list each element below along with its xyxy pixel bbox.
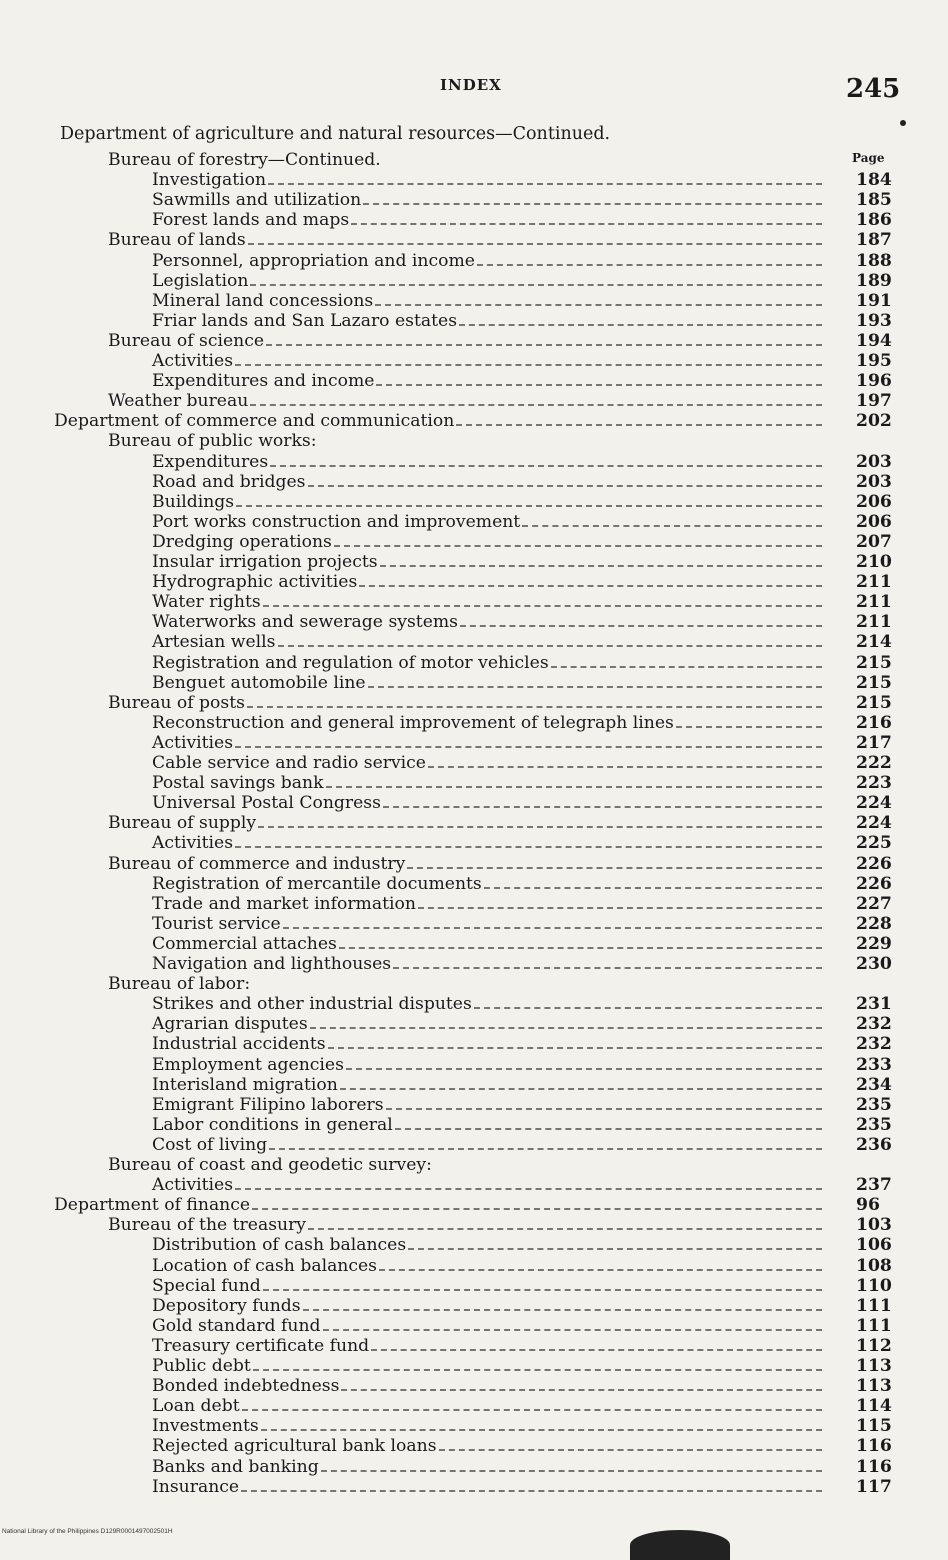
entry-label: Mineral land concessions [152,290,374,311]
dot-leader [407,867,822,869]
dot-leader [263,605,822,607]
dot-leader [278,645,822,647]
dot-leader [460,625,822,627]
entry-label: Bureau of commerce and industry [108,853,406,874]
index-entry [0,1235,948,1255]
index-entry [0,391,948,411]
entry-page-number: 96 [856,1195,880,1216]
entry-label: Strikes and other industrial disputes [152,994,472,1015]
entry-label: Navigation and lighthouses [152,954,392,974]
entry-label: Gold standard fund [152,1315,321,1336]
entry-page-number: 232 [856,1014,892,1035]
index-entry [0,713,948,733]
index-entry [0,813,948,833]
entry-label: Depository funds [152,1295,301,1316]
entry-label: Reconstruction and general improvement of telegraph lines [152,712,674,733]
entry-page-number: 223 [856,773,892,794]
entry-page-number: 230 [856,954,892,974]
entry-label: Expenditures [152,451,269,472]
dot-leader [310,1027,822,1029]
dot-leader [266,344,822,346]
entry-label: Weather bureau [108,391,249,412]
entry-page-number: 103 [856,1215,892,1236]
index-entry [0,472,948,492]
entry-label: Bureau of lands [108,230,246,251]
dot-leader [522,525,822,527]
entry-page-number: 187 [856,230,892,251]
entry-page-number: 185 [856,190,892,211]
dot-leader [283,927,822,929]
entry-label: Special fund [152,1275,261,1296]
running-head: INDEX [440,76,502,94]
entry-page-number: 191 [856,290,892,311]
dot-leader [380,565,822,567]
dot-leader [308,1228,822,1230]
index-entry [0,673,948,693]
ink-dot [900,120,906,126]
dot-leader [303,1309,822,1311]
entry-page-number: 210 [856,552,892,572]
entry-page-number: 196 [856,371,892,392]
entry-label: Registration and regulation of motor vehicles [152,652,549,673]
index-entry [0,612,948,632]
entry-label: Personnel, appropriation and income [152,250,475,271]
index-entry [0,1416,948,1436]
entry-page-number: 184 [856,170,892,191]
entry-label: Expenditures and income [152,371,375,392]
index-entry [0,552,948,572]
entry-page-number: 227 [856,893,892,914]
entry-label: Bureau of coast and geodetic survey: [108,1155,432,1175]
entry-page-number: 111 [856,1295,892,1316]
index-entry [0,431,948,451]
dot-leader [248,243,822,245]
index-entry [0,271,948,291]
entry-page-number: 215 [856,652,892,673]
entry-label: Investments [152,1416,259,1437]
entry-page-number: 226 [856,853,892,874]
entry-label: Bureau of the treasury [108,1215,307,1236]
dot-leader [474,1007,822,1009]
entry-page-number: 110 [856,1275,892,1296]
entry-label: Employment agencies [152,1054,344,1075]
entry-page-number: 222 [856,753,892,773]
dot-leader [252,1208,822,1210]
scan-shadow [630,1530,730,1560]
entry-page-number: 108 [856,1255,892,1276]
index-entry [0,572,948,592]
entry-page-number: 206 [856,511,892,532]
entry-label: Activities [152,351,234,371]
index-entry [0,894,948,914]
index-entry [0,874,948,894]
index-entry [0,1034,948,1054]
index-entry [0,934,948,954]
entry-page-number: 228 [856,913,892,934]
index-entry [0,954,948,974]
entry-page-number: 224 [856,793,892,814]
entry-page-number: 111 [856,1315,892,1336]
index-entry [0,773,948,793]
entry-label: Artesian wells [152,632,276,653]
dot-leader [551,666,822,668]
index-entry [0,210,948,230]
index-entry [0,1175,948,1195]
entry-page-number: 203 [856,471,892,492]
dot-leader [247,706,822,708]
entry-page-number: 203 [856,451,892,472]
entry-label: Insular irrigation projects [152,552,378,572]
dot-leader [379,1269,822,1271]
dot-leader [428,766,822,768]
entry-label: Loan debt [152,1396,240,1417]
index-entry [0,492,948,512]
dot-leader [323,1329,822,1331]
entry-label: Waterworks and sewerage systems [152,612,458,633]
index-entry [0,1115,948,1135]
dot-leader [242,1409,822,1411]
entry-page-number: 225 [856,833,892,854]
dot-leader [268,183,822,185]
dot-leader [408,1248,822,1250]
dot-leader [258,826,822,828]
index-entry [0,331,948,351]
dot-leader [351,223,822,225]
dot-leader [376,384,822,386]
entry-page-number: 106 [856,1235,892,1256]
index-entry [0,994,948,1014]
dot-leader [270,465,822,467]
entry-page-number: 195 [856,351,892,371]
entry-label: Road and bridges [152,471,306,492]
index-entry [0,1436,948,1456]
dot-leader [346,1068,822,1070]
index-entry [0,653,948,673]
dot-leader [371,1349,822,1351]
entry-label: Investigation [152,170,267,191]
dot-leader [341,1389,822,1391]
entry-label: Water rights [152,592,261,613]
entry-page-number: 211 [856,612,892,633]
index-entry [0,1457,948,1477]
index-entry [0,632,948,652]
entry-label: Hydrographic activities [152,572,358,593]
entry-label: Trade and market information [152,893,416,914]
index-entry [0,1155,948,1175]
dot-leader [456,424,822,426]
dot-leader [261,1429,822,1431]
index-entry [0,251,948,271]
entry-label: Bureau of public works: [108,431,317,452]
entry-page-number: 116 [856,1456,892,1477]
entry-label: Bureau of science [108,330,265,351]
dot-leader [484,887,822,889]
entry-page-number: 236 [856,1134,892,1155]
entry-label: Commercial attaches [152,933,337,954]
entry-label: Cable service and radio service [152,753,426,773]
entry-page-number: 193 [856,310,892,331]
entry-page-number: 207 [856,531,892,552]
index-entry [0,793,948,813]
index-entry [0,1215,948,1235]
index-entry [0,1376,948,1396]
entry-page-number: 216 [856,712,892,733]
dot-leader [459,324,822,326]
entry-label: Cost of living [152,1134,268,1155]
entry-page-number: 117 [856,1476,892,1497]
entry-page-number: 115 [856,1416,892,1437]
entry-page-number: 237 [856,1175,892,1196]
entry-page-number: 113 [856,1356,892,1376]
dot-leader [235,746,822,748]
dot-leader [418,907,822,909]
index-entry [0,291,948,311]
entry-label: Postal savings bank [152,773,324,794]
entry-label: Friar lands and San Lazaro estates [152,310,458,331]
index-entry [0,532,948,552]
dot-leader [250,404,822,406]
index-entry [0,230,948,250]
index-entry [0,592,948,612]
entry-label: Department of commerce and communication [54,411,455,432]
entry-label: Forest lands and maps [152,210,350,231]
entry-label: Registration of mercantile documents [152,873,482,894]
index-entry [0,693,948,713]
index-entry [0,1135,948,1155]
dot-leader [439,1449,822,1451]
entry-page-number: 231 [856,994,892,1015]
dot-leader [359,585,822,587]
index-entry [0,351,948,371]
dot-leader [236,505,822,507]
dot-leader [477,264,822,266]
entry-page-number: 233 [856,1054,892,1075]
index-entry [0,1095,948,1115]
dot-leader [326,786,822,788]
entry-page-number: 206 [856,491,892,512]
index-entry [0,1195,948,1215]
entry-page-number: 114 [856,1396,892,1417]
entry-label: Agrarian disputes [152,1014,308,1035]
entry-page-number: 194 [856,330,892,351]
entry-page-number: 226 [856,873,892,894]
index-entry [0,1256,948,1276]
entry-page-number: 235 [856,1094,892,1115]
entry-label: Activities [152,1175,234,1196]
entry-label: Bureau of supply [108,813,257,834]
entry-label: Benguet automobile line [152,672,366,693]
index-entry [0,411,948,431]
index-entry [0,1276,948,1296]
entry-label: Banks and banking [152,1456,319,1477]
dot-leader [676,726,822,728]
entry-page-number: 215 [856,692,892,713]
index-entry [0,1316,948,1336]
dot-leader [250,284,822,286]
department-heading: Department of agriculture and natural resources—Continued. [60,124,611,144]
index-entry [0,1336,948,1356]
entry-label: Buildings [152,491,235,512]
page-column-label: Page [852,151,885,165]
dot-leader [393,967,822,969]
dot-leader [328,1047,822,1049]
index-entry [0,512,948,532]
entry-label: Legislation [152,270,249,291]
index-entry [0,753,948,773]
entry-page-number: 215 [856,672,892,693]
entry-page-number: 224 [856,813,892,834]
dot-leader [235,364,822,366]
index-entry [0,1477,948,1497]
entry-label: Distribution of cash balances [152,1235,407,1256]
entry-label: Bureau of posts [108,692,245,713]
entry-label: Public debt [152,1356,251,1376]
page-number: 245 [846,74,901,104]
entry-label: Insurance [152,1476,240,1497]
entry-page-number: 112 [856,1335,892,1356]
index-entry [0,190,948,210]
index-entry [0,854,948,874]
entry-page-number: 229 [856,933,892,954]
entry-page-number: 235 [856,1114,892,1135]
dot-leader [368,686,822,688]
dot-leader [395,1128,822,1130]
index-entry [0,452,948,472]
entry-label: Dredging operations [152,531,332,552]
entry-page-number: 232 [856,1034,892,1055]
entry-page-number: 116 [856,1436,892,1457]
entry-label: Bonded indebtedness [152,1376,340,1397]
dot-leader [321,1470,822,1472]
index-entry [0,914,948,934]
entry-page-number: 211 [856,592,892,613]
dot-leader [253,1369,822,1371]
entry-label: Activities [152,833,234,854]
dot-leader [235,1188,822,1190]
index-entry [0,311,948,331]
dot-leader [386,1108,822,1110]
dot-leader [340,1088,822,1090]
index-entry [0,1356,948,1376]
entry-page-number: 234 [856,1074,892,1095]
entry-page-number: 217 [856,732,892,753]
dot-leader [363,203,822,205]
entry-label: Treasury certificate fund [152,1335,370,1356]
dot-leader [235,846,822,848]
entry-label: Emigrant Filipino laborers [152,1094,384,1115]
entry-label: Bureau of forestry—Continued. [108,150,381,170]
index-entry [0,170,948,190]
entry-page-number: 202 [856,411,892,432]
dot-leader [241,1490,822,1492]
dot-leader [269,1148,822,1150]
entry-page-number: 188 [856,250,892,271]
entry-page-number: 189 [856,270,892,291]
entry-label: Department of finance [54,1195,251,1216]
dot-leader [308,485,822,487]
entry-page-number: 186 [856,210,892,231]
entry-page-number: 214 [856,632,892,653]
entry-label: Location of cash balances [152,1255,377,1276]
index-entry [0,1296,948,1316]
entry-label: Rejected agricultural bank loans [152,1436,437,1457]
entry-label: Bureau of labor: [108,974,251,995]
index-entry [0,974,948,994]
index-entry [0,150,948,170]
entry-label: Activities [152,732,234,753]
archive-footer: National Library of the Philippines D129R0001497002501H [2,1528,173,1535]
entry-page-number: 197 [856,391,892,412]
index-entry [0,371,948,391]
entry-label: Tourist service [152,913,281,934]
dot-leader [334,545,822,547]
entry-label: Interisland migration [152,1074,338,1095]
index-entry [0,1055,948,1075]
entry-label: Sawmills and utilization [152,190,362,211]
index-entry [0,1396,948,1416]
index-entry [0,733,948,753]
dot-leader [375,304,822,306]
index-entry [0,1075,948,1095]
entry-label: Port works construction and improvement [152,511,521,532]
index-entry [0,833,948,853]
dot-leader [263,1289,822,1291]
entry-label: Labor conditions in general [152,1114,393,1135]
dot-leader [339,947,822,949]
dot-leader [383,806,822,808]
entry-page-number: 113 [856,1376,892,1397]
entry-label: Universal Postal Congress [152,793,381,814]
entry-page-number: 211 [856,572,892,593]
index-entry [0,1014,948,1034]
entry-label: Industrial accidents [152,1034,326,1055]
